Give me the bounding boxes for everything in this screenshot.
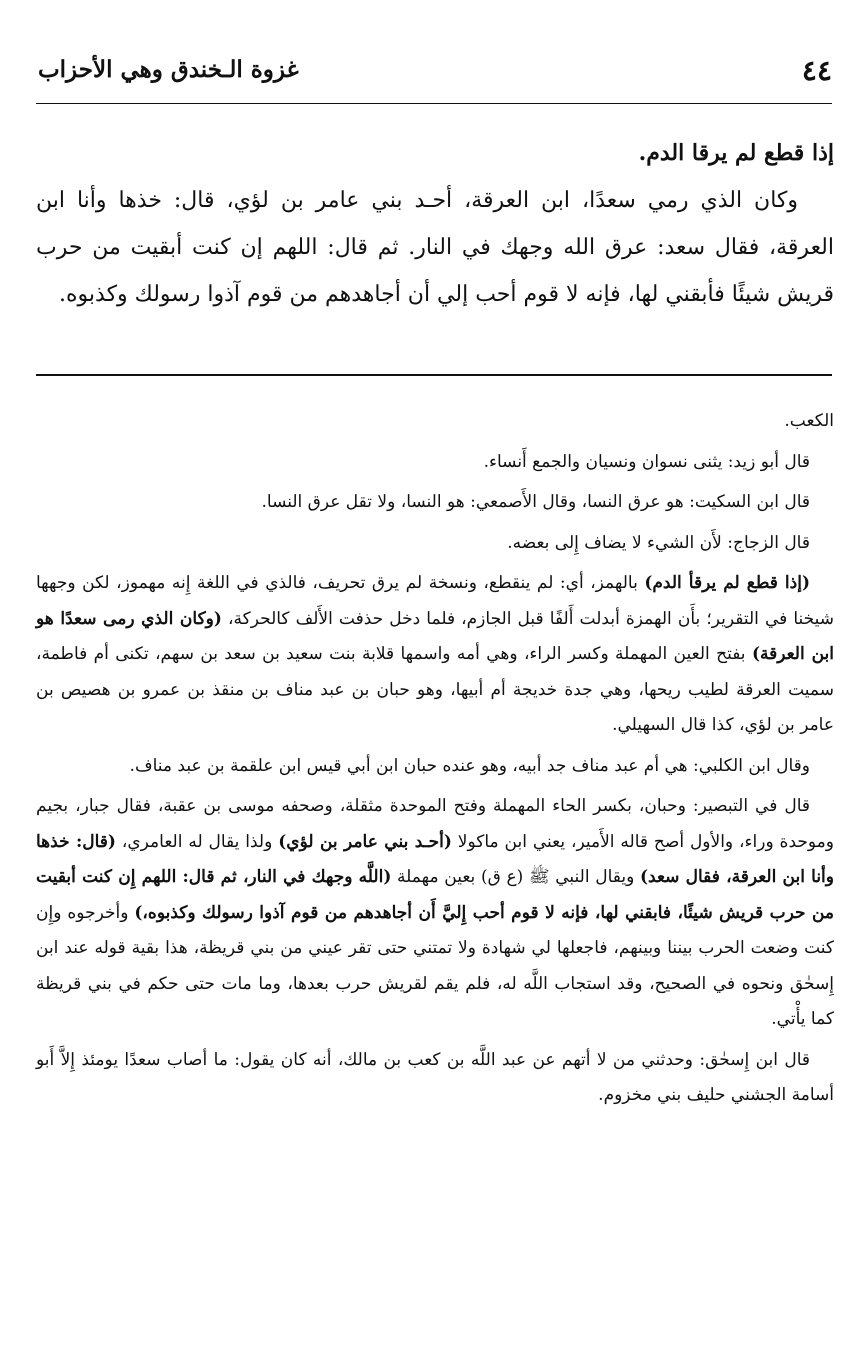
note-text: قال في التبصير: وحبان، بكسر الحاء المهملة وفتح الموحدة مثقلة، وصحفه موسى بن عقبة، فقال جبار، بجيم وموحدة وراء، والأول أصح قاله الأَمير، يعني ابن ماكولا: [36, 796, 834, 852]
note-paragraph-4: قال الزجاج: لأَن الشيء لا يضاف إِلى بعضه.: [507, 532, 810, 553]
note-paragraph-3: قال ابن السكيت: هو عرق النسا، وقال الأَصمعي: هو النسا، ولا تقل عرق النسا.: [261, 492, 810, 512]
running-title: غزوة الـخندق وهي الأحزاب: [38, 56, 299, 83]
note-paragraph-5: [36, 566, 834, 744]
main-paragraph-1: إذا قطع لم يرقا الدم.: [638, 140, 834, 166]
page-header: [38, 54, 832, 98]
page-number: ٤٤: [801, 54, 832, 87]
quoted-matn: (إذا قطع لم يرقأ الدم): [644, 573, 810, 593]
note-paragraph-8: قال ابن إِسحٰق: وحدثني من لا أتهم عن عبد اللَّه بن كعب بن مالك، أنه كان يقول: ما أصاب سعدًا يومئذ إِلاَّ أَبو أسامة الجشني حليف بني مخزوم.: [36, 1049, 834, 1105]
commentary-notes: [36, 404, 834, 1119]
footnote-divider: [36, 374, 832, 376]
header-rule: [36, 103, 832, 104]
main-text: [36, 130, 834, 318]
quoted-matn: (أحـد بني عامر بن لؤي): [278, 831, 452, 852]
note-text: ويقال النبي ﷺ (ع ق) بعين مهملة: [391, 867, 641, 887]
note-text: بالهمز، أي: لم ينقطع، ونسخة لم يرق تحريف، فالذي في اللغة إِنه مهموز، لكن وجهها شيخنا في التقرير؛ بأَن الهمزة أبدلت أَلفًا قبل الجازم، فلما دخل حذفت الأَلف كالحركة،: [36, 573, 835, 629]
note-paragraph-1: الكعب.: [784, 411, 834, 431]
quoted-matn: (وكان الذي رمى سعدًا هو ابن العرقة): [36, 608, 834, 664]
note-text: وأخرجوه وإِن كنت وضعت الحرب بيننا وبينهم، فاجعلها لي شهادة ولا تمتني حتى تقر عيني من بني قريظة، هذا بقية قوله عند ابن إِسحٰق ونحوه في الصحيح، وقد استجاب اللَّه له، فلم يقم لقريش حرب بعدها، وما مات حتى حكم في بني قريظة كما يأْتي.: [36, 902, 834, 1029]
note-text: بفتح العين المهملة وكسر الراء، وهي أمه واسمها قلابة بنت سعيد بن سعد بن سهم، تكنى أم فاطمة، سميت العرقة لطيب ريحها، وهي جدة خديجة أم أبيها، وهو حبان بن عبد مناف بن منقذ بن عمرو بن هصيص بن عامر بن لؤي، كذا قال السهيلي.: [36, 644, 834, 735]
note-text: ولذا يقال له العامري،: [115, 831, 279, 852]
main-paragraph-2: وكان الذي رمي سعدًا، ابن العرقة، أحـد بني عامر بن لؤي، قال: خذها وأنا ابن العرقة، فقال سعد: عرق الله وجهك في النار. ثم قال: اللهم إن كنت أبقيت من حرب قريش شيئًا فأبقني لها، فإنه لا قوم أحب إلي أن أجاهدهم من قوم آذوا رسولك وكذبوه.: [36, 188, 834, 307]
note-paragraph-6: وقال ابن الكلبي: هي أم عبد مناف جد أبيه، وهو عنده حبان ابن أبي قيس ابن علقمة بن عبد مناف.: [129, 755, 810, 776]
quoted-matn: (اللَّه وجهك في النار، ثم قال: اللهم إِن كنت أبقيت من حرب قريش شيئًا، فابقني لها، فإنه لا قوم أحب إِليَّ أَن أجاهدهم من قوم آذوا رسولك وكذبوه،): [36, 867, 834, 923]
note-paragraph-2: قال أبو زيد: يثنى نسوان ونسيان والجمع أَنساء.: [483, 451, 810, 472]
quoted-matn: (قال: خذها وأنا ابن العرقة، فقال سعد): [36, 831, 834, 887]
note-paragraph-7: [36, 789, 834, 1038]
